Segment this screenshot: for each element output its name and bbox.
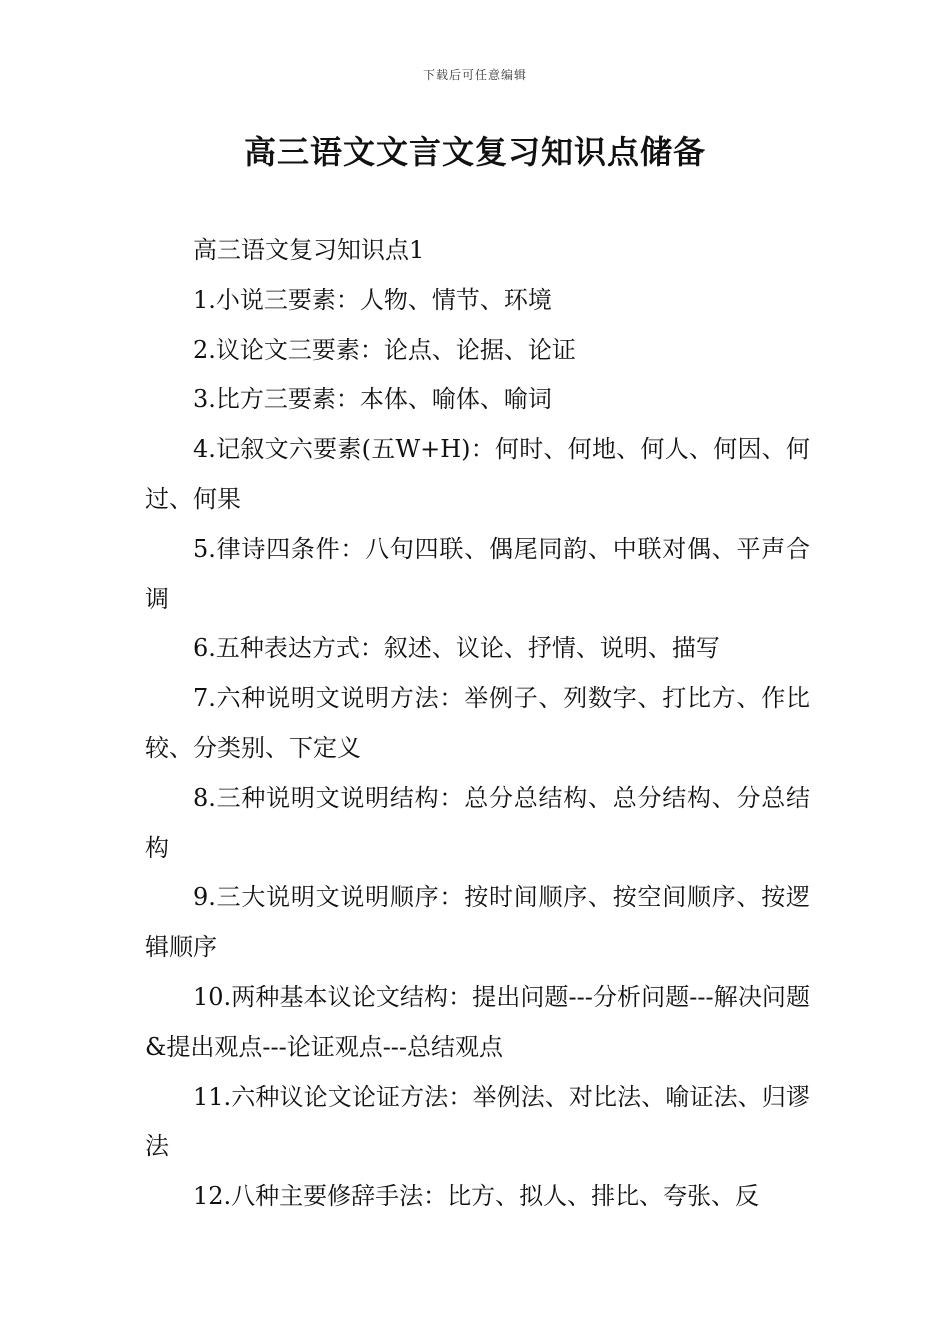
paragraph-item-1: 1.小说三要素：人物、情节、环境 [193,285,552,314]
paragraph-item-12: 12.八种主要修辞手法：比方、拟人、排比、夸张、反 [193,1182,760,1211]
paragraph-item-2: 2.议论文三要素：论点、论据、论证 [193,335,576,364]
paragraph-item-8: 8.三种说明文说明结构：总分总结构、总分结构、分总结构 [145,783,810,862]
paragraph-item-7: 7.六种说明文说明方法：举例子、列数字、打比方、作比较、分类别、下定义 [145,684,810,762]
paragraph-item-5: 5.律诗四条件：八句四联、偶尾同韵、中联对偶、平声合调 [145,534,810,613]
paragraph-item-4: 4.记叙文六要素(五W+H)：何时、何地、何人、何因、何过、何果 [145,435,810,513]
paragraph-item-6: 6.五种表达方式：叙述、议论、抒情、说明、描写 [193,634,720,663]
page-header-note: 下载后可任意编辑 [422,68,527,82]
paragraph-item-3: 3.比方三要素：本体、喻体、喻词 [193,385,552,414]
paragraph-item-11: 11.六种议论文论证方法：举例法、对比法、喻证法、归谬法 [145,1082,810,1161]
document-title: 高三语文文言文复习知识点储备 [243,133,706,171]
paragraph-item-9: 9.三大说明文说明顺序：按时间顺序、按空间顺序、按逻辑顺序 [145,883,810,962]
paragraph-subheading: 高三语文复习知识点1 [193,236,425,264]
document-body [145,226,810,1222]
paragraph-item-10: 10.两种基本议论文结构：提出问题---分析问题---解决问题&提出观点---论证观点---总结观点 [145,982,810,1061]
